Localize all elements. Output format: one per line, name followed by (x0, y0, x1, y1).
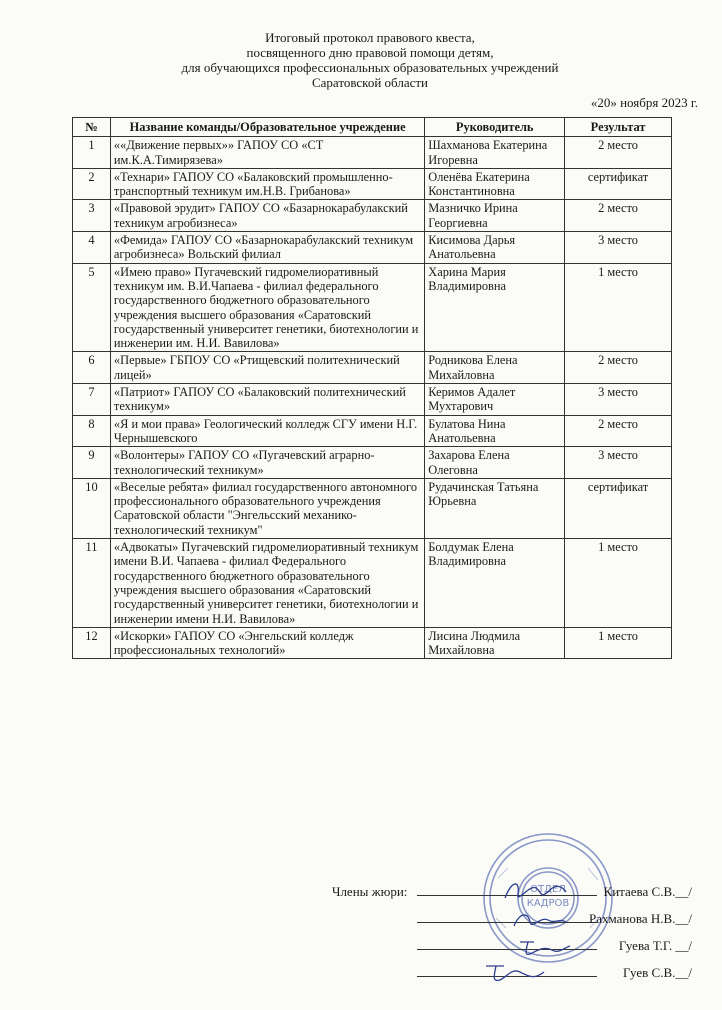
table-row (73, 478, 672, 538)
team-name: «Искорки» ГАПОУ СО «Энгельский колледж профессиональных технологий» (110, 627, 424, 659)
team-result: 2 место (565, 137, 672, 169)
signature-scribble-icon (510, 906, 570, 934)
row-number: 7 (73, 384, 111, 416)
table-row (73, 384, 672, 416)
team-leader: Оленёва Екатерина Константиновна (425, 168, 565, 200)
jury-label: Члены жюри: (332, 884, 408, 899)
team-name: «Первые» ГБПОУ СО «Ртищевский политехнический лицей» (110, 352, 424, 384)
table-row (73, 263, 672, 352)
column-header-number: № (73, 118, 111, 137)
team-result: 1 место (565, 263, 672, 352)
signature-scribble-icon (480, 958, 550, 986)
team-name: «Правовой эрудит» ГАПОУ СО «Базарнокарабулакский техникум агробизнеса» (110, 200, 424, 232)
row-number: 11 (73, 539, 111, 628)
team-result: 2 место (565, 200, 672, 232)
team-leader: Мазничко Ирина Георгиевна (425, 200, 565, 232)
table-row (73, 200, 672, 232)
jury-member-name: Рахманова Н.В.__/ (588, 911, 692, 926)
column-header-result: Результат (565, 118, 672, 137)
jury-member-name: Гуева Т.Г. __/ (618, 938, 692, 953)
row-number: 12 (73, 627, 111, 659)
team-name: «Я и мои права» Геологический колледж СГУ имени Н.Г. Чернышевского (110, 415, 424, 447)
row-number: 8 (73, 415, 111, 447)
team-leader: Булатова Нина Анатольевна (425, 415, 565, 447)
table-row (73, 415, 672, 447)
row-number: 3 (73, 200, 111, 232)
team-result: 1 место (565, 627, 672, 659)
jury-member-name: Китаева С.В.__/ (603, 884, 692, 899)
signature-scribble-icon (514, 934, 574, 960)
team-result: 2 место (565, 415, 672, 447)
team-result: 1 место (565, 539, 672, 628)
team-leader: Захарова Елена Олеговна (425, 447, 565, 479)
team-leader: Шахманова Екатерина Игоревна (425, 137, 565, 169)
team-name: ««Движение первых»» ГАПОУ СО «СТ им.К.А.Тимирязева» (110, 137, 424, 169)
team-name: «Имею право» Пугачевский гидромелиоративный техникум им. В.И.Чапаева - филиал федерального государственного бюджетного образовательного учреждения высшего образования «Саратовский государственный университет генетики, биотехнологии и инженерии им. Н.И. Вавилова» (110, 263, 424, 352)
stamp-text: КАДРОВ (526, 898, 570, 909)
title-line-4: Саратовской области (311, 75, 429, 90)
jury-member-name: Гуев С.В.__/ (623, 965, 692, 980)
team-result: сертификат (565, 168, 672, 200)
title-line-1: Итоговый протокол правового квеста, (265, 30, 475, 45)
title-line-3: для обучающихся профессиональных образовательных учреждений (181, 60, 559, 75)
team-result: 2 место (565, 352, 672, 384)
table-row (73, 539, 672, 628)
results-table (72, 117, 672, 659)
signature-scribble-icon (500, 876, 570, 906)
team-name: «Фемида» ГАПОУ СО «Базарнокарабулакский техникум агробизнеса» Вольский филиал (110, 232, 424, 264)
row-number: 2 (73, 168, 111, 200)
team-leader: Кисимова Дарья Анатольевна (425, 232, 565, 264)
team-name: «Волонтеры» ГАПОУ СО «Пугачевский аграрно-технологический техникум» (110, 447, 424, 479)
document-date: «20» ноября 2023 г. (590, 95, 698, 110)
team-result: 3 место (565, 384, 672, 416)
table-row (73, 447, 672, 479)
stamp-text: ОТДЕЛ (530, 884, 566, 895)
table-row (73, 352, 672, 384)
table-row (73, 137, 672, 169)
team-leader: Родникова Елена Михайловна (425, 352, 565, 384)
team-result: 3 место (565, 232, 672, 264)
row-number: 5 (73, 263, 111, 352)
table-row (73, 168, 672, 200)
row-number: 1 (73, 137, 111, 169)
title-line-2: посвященного дню правовой помощи детям, (246, 45, 494, 60)
team-name: «Технари» ГАПОУ СО «Балаковский промышленно- транспортный техникум им.Н.В. Грибанова» (110, 168, 424, 200)
team-name: «Веселые ребята» филиал государственного автономного профессионального образовательного учреждения Саратовской области "Энгельсский механико-технологический техникум" (110, 478, 424, 538)
table-row (73, 232, 672, 264)
document-title (60, 30, 680, 90)
team-leader: Керимов Адалет Мухтарович (425, 384, 565, 416)
row-number: 6 (73, 352, 111, 384)
team-leader: Лисина Людмила Михайловна (425, 627, 565, 659)
row-number: 10 (73, 478, 111, 538)
team-leader: Болдумак Елена Владимировна (425, 539, 565, 628)
team-leader: Рудачинская Татьяна Юрьевна (425, 478, 565, 538)
row-number: 4 (73, 232, 111, 264)
team-result: 3 место (565, 447, 672, 479)
team-result: сертификат (565, 478, 672, 538)
team-leader: Харина Мария Владимировна (425, 263, 565, 352)
row-number: 9 (73, 447, 111, 479)
team-name: «Адвокаты» Пугачевский гидромелиоративный техникум имени В.И. Чапаева - филиал Федерального государственного бюджетного образовательного учреждения высшего образования «Саратовский государственный университет генетики, биотехнологии и инженерии имени Н.И. Вавилова» (110, 539, 424, 628)
column-header-team: Название команды/Образовательное учреждение (110, 118, 424, 137)
team-name: «Патриот» ГАПОУ СО «Балаковский политехнический техникум» (110, 384, 424, 416)
table-header-row (73, 118, 672, 137)
signature-line (417, 922, 597, 923)
column-header-leader: Руководитель (425, 118, 565, 137)
table-row (73, 627, 672, 659)
